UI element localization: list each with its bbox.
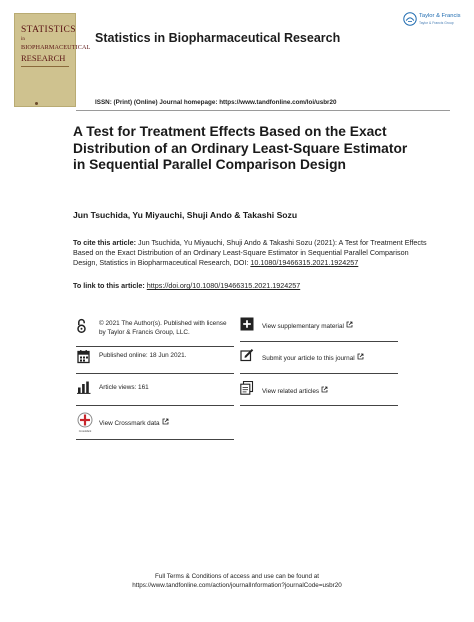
right-divider-1 — [240, 341, 398, 342]
left-divider-3 — [76, 405, 234, 406]
article-doi-link[interactable]: https://doi.org/10.1080/19466315.2021.1924257 — [146, 281, 301, 290]
cover-divider — [21, 66, 69, 67]
publisher-tagline: Taylor & Francis Group — [419, 21, 454, 25]
cover-publisher-mark — [35, 102, 38, 105]
publisher-logo[interactable] — [403, 12, 467, 32]
view-crossmark-link[interactable] — [99, 418, 169, 429]
article-link-line — [73, 281, 300, 290]
external-link-icon — [357, 353, 364, 360]
cover-line-4: RESEARCH — [21, 53, 66, 63]
terms-footer — [0, 573, 474, 591]
calendar-icon — [77, 349, 90, 364]
right-divider-3 — [240, 405, 398, 406]
view-supplementary-material-link[interactable] — [262, 321, 353, 332]
left-divider-2 — [76, 373, 234, 374]
taylor-francis-logo-icon — [403, 12, 417, 26]
open-access-icon — [77, 318, 86, 334]
crossmark-icon[interactable] — [76, 412, 94, 432]
issn-homepage-line[interactable]: ISSN: (Print) (Online) Journal homepage: https://www.tandfonline.com/loi/usbr20 — [95, 99, 337, 106]
cover-line-2: in — [21, 37, 25, 42]
article-link-label: To link to this article: — [73, 281, 145, 290]
related-articles-icon — [240, 381, 254, 395]
terms-footer-link[interactable]: https://www.tandfonline.com/action/journalInformation?journalCode=usbr20 — [132, 581, 342, 589]
submit-article-link[interactable] — [262, 353, 364, 364]
cover-line-3: BIOPHARMACEUTICAL — [21, 44, 91, 51]
article-authors: Jun Tsuchida, Yu Miyauchi, Shuji Ando & Takashi Sozu — [73, 210, 298, 220]
crossmark-badge-label: CrossMark — [78, 430, 92, 433]
header-divider — [76, 110, 450, 111]
citation-block — [73, 238, 433, 268]
left-divider-4 — [76, 439, 234, 440]
article-views: Article views: 161 — [99, 384, 149, 391]
citation-doi-link[interactable]: 10.1080/19466315.2021.1924257 — [250, 258, 359, 267]
citation-label: To cite this article: — [73, 238, 136, 247]
published-online-date: Published online: 18 Jun 2021. — [99, 352, 187, 359]
edit-submit-icon — [240, 348, 254, 362]
external-link-icon — [321, 386, 328, 393]
external-link-icon — [162, 418, 169, 425]
crossmark-label: View Crossmark data — [99, 420, 160, 427]
left-divider-1 — [76, 346, 234, 347]
view-related-articles-link[interactable] — [262, 386, 328, 397]
citation-text: Jun Tsuchida, Yu Miyauchi, Shuji Ando & Takashi Sozu (2021): A Test for Treatment Effects Based on the Exact Distribution of an Ordinary Least-Square Estimator in Sequential Parallel Comparison Design, Statistics in Biopharmaceutical Research, DOI: — [73, 238, 427, 267]
submit-label: Submit your article to this journal — [262, 355, 355, 362]
terms-footer-line-1: Full Terms & Conditions of access and use can be found at — [154, 573, 320, 580]
license-text: © 2021 The Author(s). Published with license by Taylor & Francis Group, LLC. — [99, 320, 227, 336]
publisher-name: Taylor & Francis — [419, 13, 461, 19]
plus-icon — [240, 317, 254, 331]
cover-line-1: STATISTICS — [21, 25, 76, 35]
article-title: A Test for Treatment Effects Based on the Exact Distribution of an Ordinary Least-Square Estimator in Sequential Parallel Comparison Design — [73, 124, 408, 172]
related-label: View related articles — [262, 388, 320, 395]
external-link-icon — [346, 321, 353, 328]
supplementary-label: View supplementary material — [262, 323, 344, 330]
journal-title[interactable]: Statistics in Biopharmaceutical Research — [95, 31, 341, 45]
journal-cover-thumbnail — [14, 13, 91, 107]
right-divider-2 — [240, 373, 398, 374]
bar-chart-icon — [77, 381, 91, 394]
